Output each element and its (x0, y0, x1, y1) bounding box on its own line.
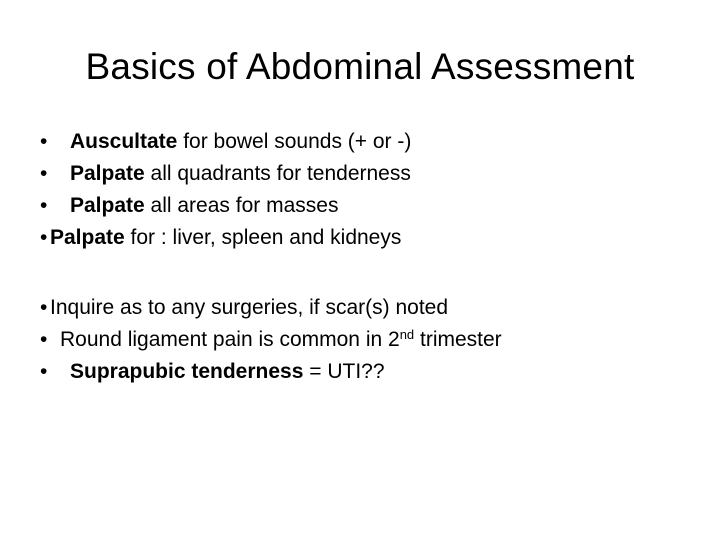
bullet-item (40, 222, 700, 254)
bullet-icon: • (40, 296, 48, 319)
bullet-text-end: trimester (414, 328, 502, 351)
bullet-text: Round ligament pain is common in 2 (60, 328, 400, 351)
bullet-item (40, 324, 700, 356)
bullet-item (40, 158, 700, 190)
ordinal-suffix: nd (399, 327, 415, 342)
bullet-text: all quadrants for tenderness (144, 162, 411, 185)
spacer (40, 254, 700, 292)
slide-body (40, 126, 700, 388)
bullet-item (40, 292, 700, 324)
bullet-item (40, 356, 700, 388)
bullet-bold-text: Auscultate (70, 130, 178, 153)
bullet-text: Inquire as to any surgeries, if scar(s) noted (50, 296, 449, 319)
bullet-text: all areas for masses (144, 194, 339, 217)
slide-title: Basics of Abdominal Assessment (85, 46, 635, 87)
bullet-item (40, 190, 700, 222)
bullet-bold-text: Suprapubic tenderness (70, 360, 304, 383)
bullet-text: for : liver, spleen and kidneys (124, 226, 402, 249)
bullet-icon: • (40, 360, 48, 383)
bullet-icon: • (40, 226, 48, 249)
bullet-icon: • (40, 194, 48, 217)
bullet-bold-text: Palpate (70, 194, 145, 217)
bullet-bold-text: Palpate (50, 226, 125, 249)
bullet-text: for bowel sounds (+ or -) (177, 130, 412, 153)
bullet-icon: • (40, 162, 48, 185)
bullet-item (40, 126, 700, 158)
bullet-bold-text: Palpate (70, 162, 145, 185)
bullet-icon: • (40, 130, 48, 153)
bullet-text: = UTI?? (303, 360, 385, 383)
bullet-icon: • (40, 328, 48, 351)
